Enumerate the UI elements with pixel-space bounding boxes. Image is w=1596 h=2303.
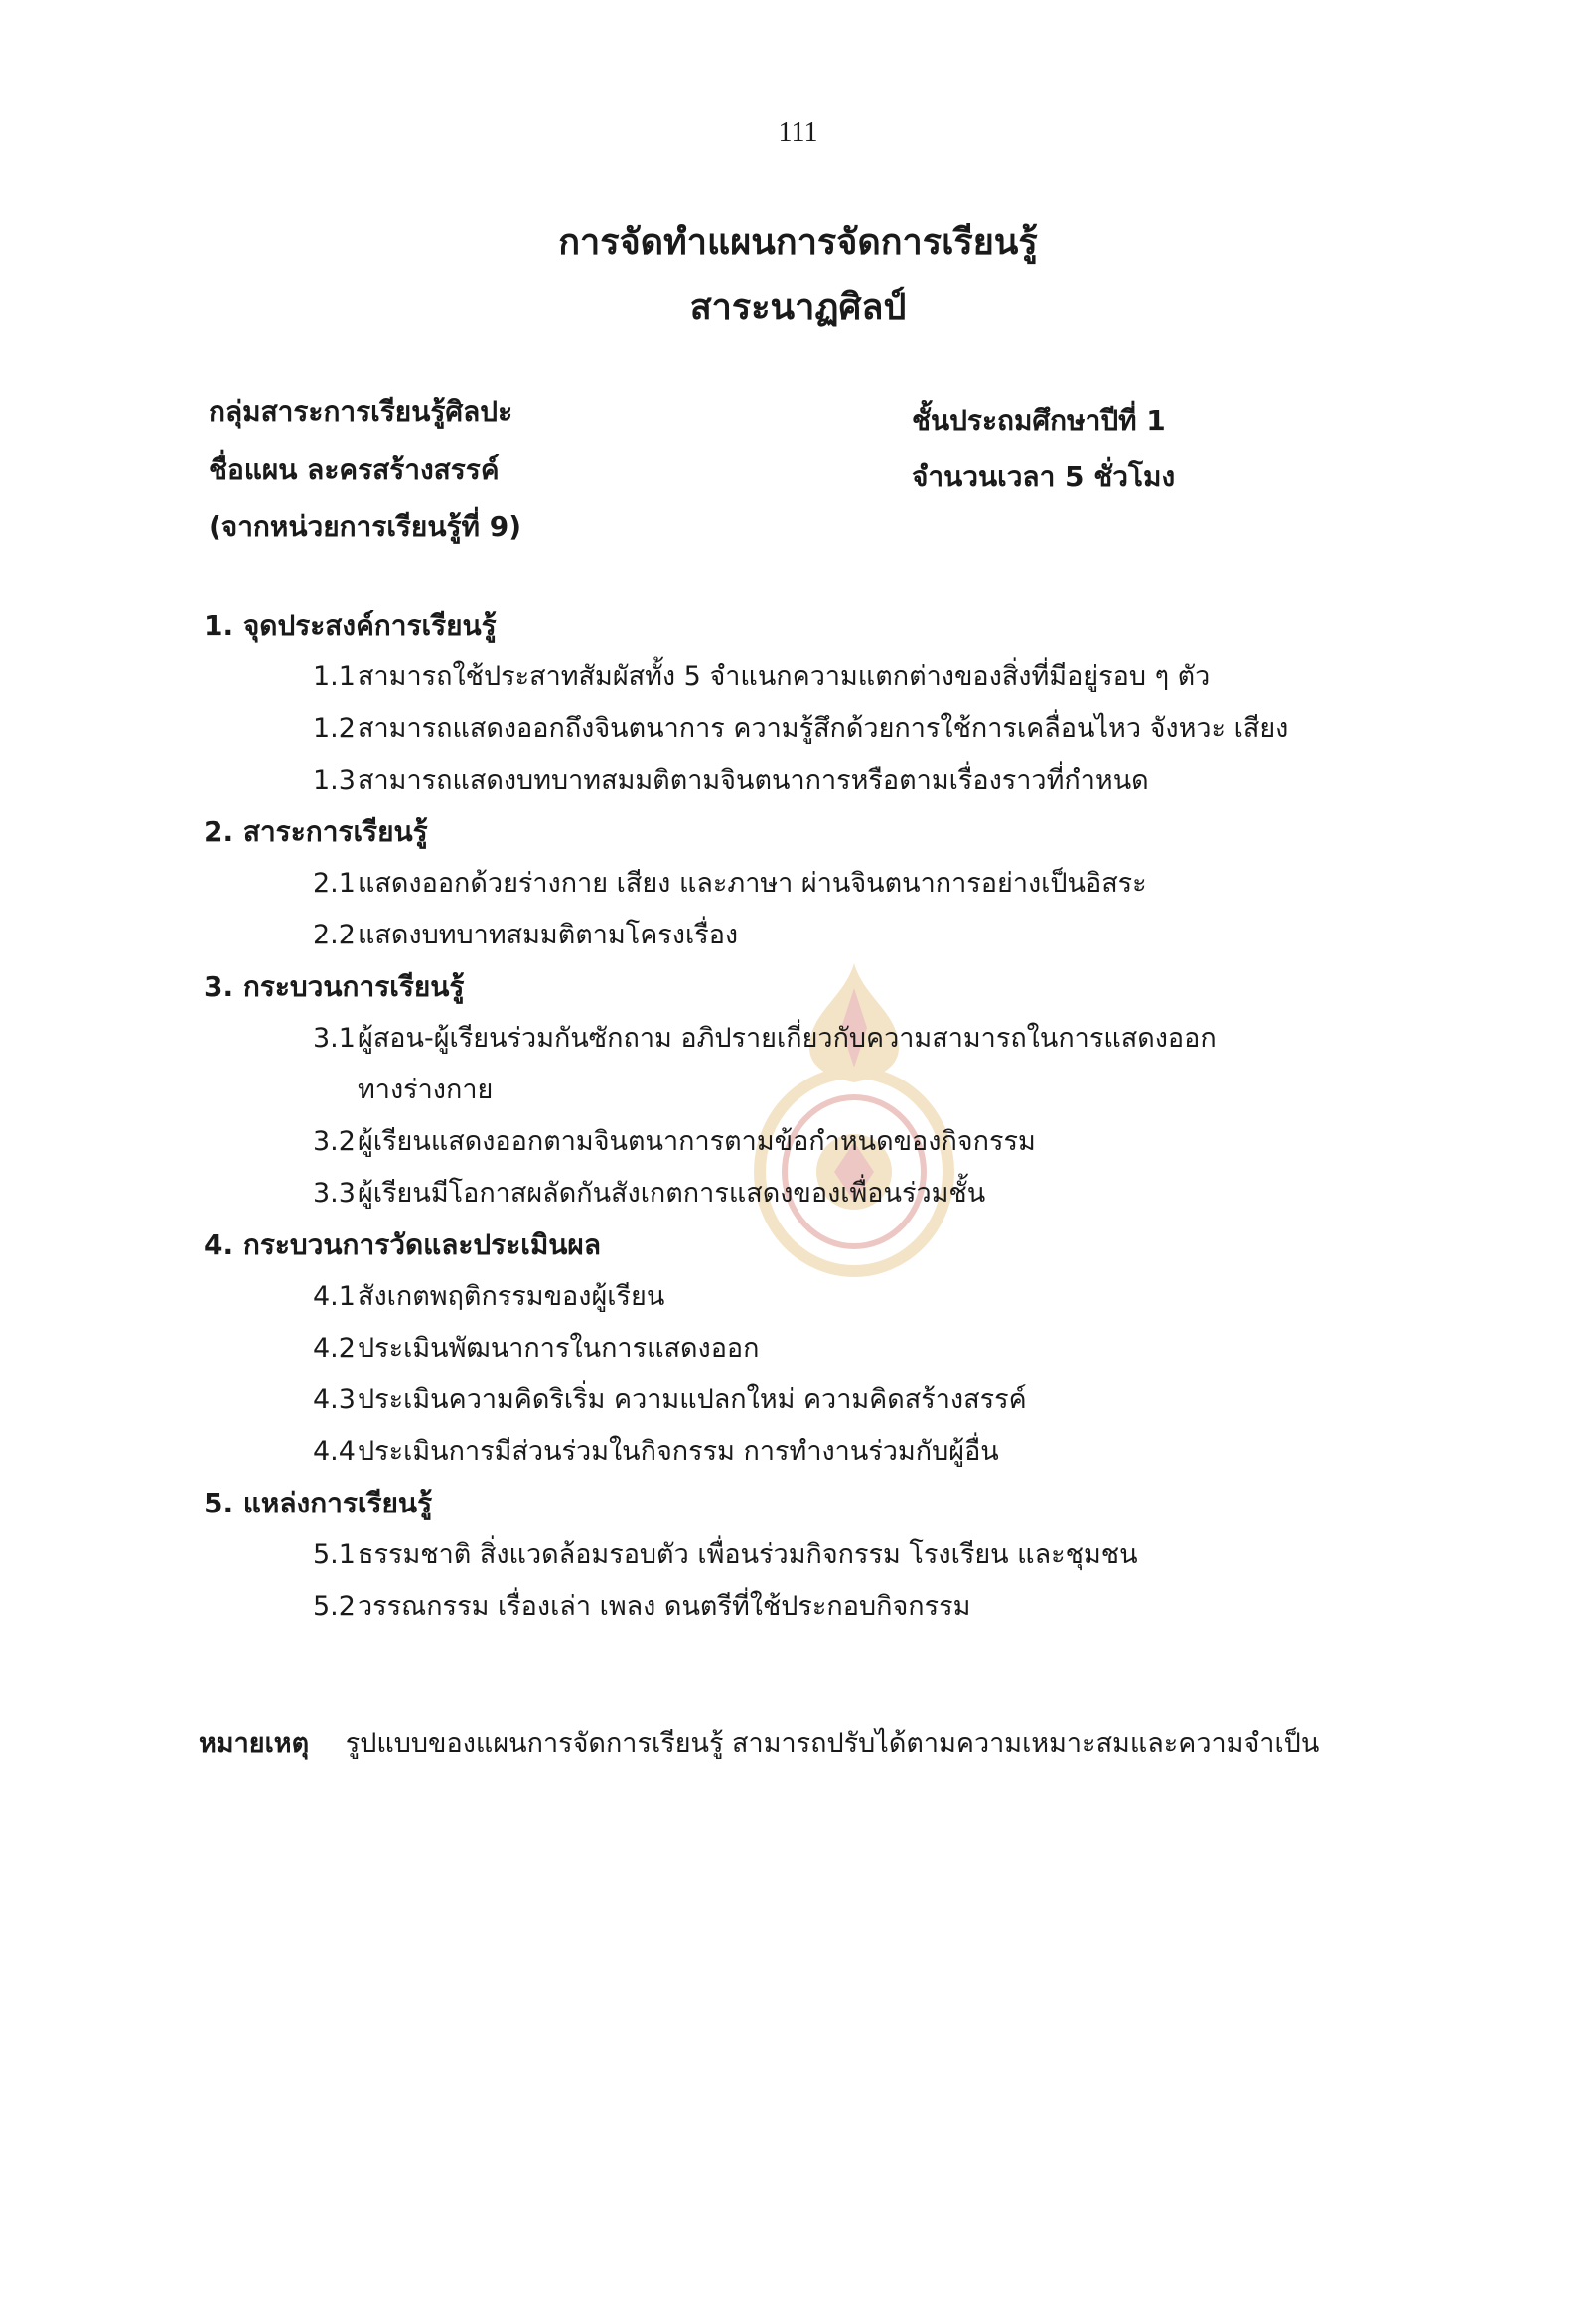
item-text: สามารถแสดงออกถึงจินตนาการ ความรู้สึกด้วยการใช้การเคลื่อนไหว จังหวะ เสียง: [358, 713, 1289, 744]
item-text: วรรณกรรม เรื่องเล่า เพลง ดนตรีที่ใช้ประกอบกิจกรรม: [358, 1591, 971, 1622]
item-text: แสดงออกด้วยร่างกาย เสียง และภาษา ผ่านจินตนาการอย่างเป็นอิสระ: [358, 868, 1147, 899]
list-item: [204, 1529, 1495, 1581]
item-text: ผู้เรียนมีโอกาสผลัดกันสังเกตการแสดงของเพื่อนร่วมชั้น: [358, 1178, 986, 1209]
list-item: [204, 755, 1495, 806]
item-number: 4.1: [313, 1281, 356, 1312]
list-item: [204, 651, 1495, 703]
list-item: [204, 1013, 1495, 1116]
item-number: 3.2: [313, 1126, 356, 1157]
item-number: 4.4: [313, 1436, 356, 1467]
section-heading: 5. แหล่งการเรียนรู้: [204, 1487, 433, 1519]
item-text: ประเมินพัฒนาการในการแสดงออก: [358, 1333, 760, 1364]
note-label: หมายเหตุ: [199, 1728, 310, 1759]
item-number: 4.3: [313, 1384, 356, 1415]
list-item: [204, 1168, 1495, 1220]
item-number: 3.3: [313, 1178, 356, 1209]
item-text: สามารถแสดงบทบาทสมมติตามจินตนาการหรือตามเรื่องราวที่กำหนด: [358, 765, 1149, 795]
list-item: [204, 1426, 1495, 1478]
time-allotment: จำนวนเวลา 5 ชั่วโมง: [912, 460, 1176, 493]
document-subtitle: สาระนาฏศิลป์: [689, 287, 907, 328]
item-number: 1.1: [313, 661, 356, 692]
meta-left: [209, 383, 521, 556]
item-number: 5.2: [313, 1591, 356, 1622]
list-item: [204, 1374, 1495, 1426]
subject-group: กลุ่มสาระการเรียนรู้ศิลปะ: [209, 395, 513, 428]
section-heading: 4. กระบวนการวัดและประเมินผล: [204, 1228, 601, 1261]
item-number: 1.2: [313, 713, 356, 744]
item-text: สามารถใช้ประสาทสัมผัสทั้ง 5 จำแนกความแตกต่างของสิ่งที่มีอยู่รอบ ๆ ตัว: [358, 661, 1211, 692]
section-heading: 2. สาระการเรียนรู้: [204, 815, 428, 848]
item-number: 5.1: [313, 1539, 356, 1570]
note-text: รูปแบบของแผนการจัดการเรียนรู้ สามารถปรับได้ตามความเหมาะสมและความจำเป็น: [345, 1728, 1320, 1759]
item-number: 4.2: [313, 1333, 356, 1364]
content: [204, 600, 1495, 1633]
item-text: ผู้เรียนแสดงออกตามจินตนาการตามข้อกำหนดของกิจกรรม: [358, 1126, 1036, 1157]
note: [199, 1718, 1490, 1770]
item-text: ธรรมชาติ สิ่งแวดล้อมรอบตัว เพื่อนร่วมกิจกรรม โรงเรียน และชุมชน: [358, 1539, 1138, 1570]
list-item: [204, 703, 1495, 755]
item-number: 1.3: [313, 765, 356, 795]
grade-level: ชั้นประถมศึกษาปีที่ 1: [912, 404, 1166, 437]
list-item: [204, 1323, 1495, 1374]
page-number: 111: [778, 117, 818, 148]
item-text-continuation: ทางร่างกาย: [358, 1075, 494, 1105]
item-text: แสดงบทบาทสมมติตามโครงเรื่อง: [358, 920, 739, 950]
item-text: ประเมินความคิดริเริ่ม ความแปลกใหม่ ความคิดสร้างสรรค์: [358, 1384, 1027, 1415]
list-item: [204, 910, 1495, 961]
unit-reference: (จากหน่วยการเรียนรู้ที่ 9): [209, 510, 521, 543]
list-item: [204, 1116, 1495, 1168]
item-number: 2.2: [313, 920, 356, 950]
list-item: [204, 1271, 1495, 1323]
item-text: ประเมินการมีส่วนร่วมในกิจกรรม การทำงานร่วมกับผู้อื่น: [358, 1436, 999, 1467]
meta-right: [912, 393, 1175, 504]
item-text: สังเกตพฤติกรรมของผู้เรียน: [358, 1281, 665, 1312]
item-text: ผู้สอน-ผู้เรียนร่วมกันซักถาม อภิปรายเกี่ยวกับความสามารถในการแสดงออก: [358, 1023, 1217, 1054]
section-heading: 3. กระบวนการเรียนรู้: [204, 970, 465, 1003]
item-number: 3.1: [313, 1023, 356, 1054]
document-title: การจัดทำแผนการจัดการเรียนรู้: [558, 222, 1038, 263]
section-heading: 1. จุดประสงค์การเรียนรู้: [204, 609, 497, 642]
list-item: [204, 858, 1495, 910]
list-item: [204, 1581, 1495, 1633]
plan-name: ชื่อแผน ละครสร้างสรรค์: [209, 453, 500, 486]
item-number: 2.1: [313, 868, 356, 899]
